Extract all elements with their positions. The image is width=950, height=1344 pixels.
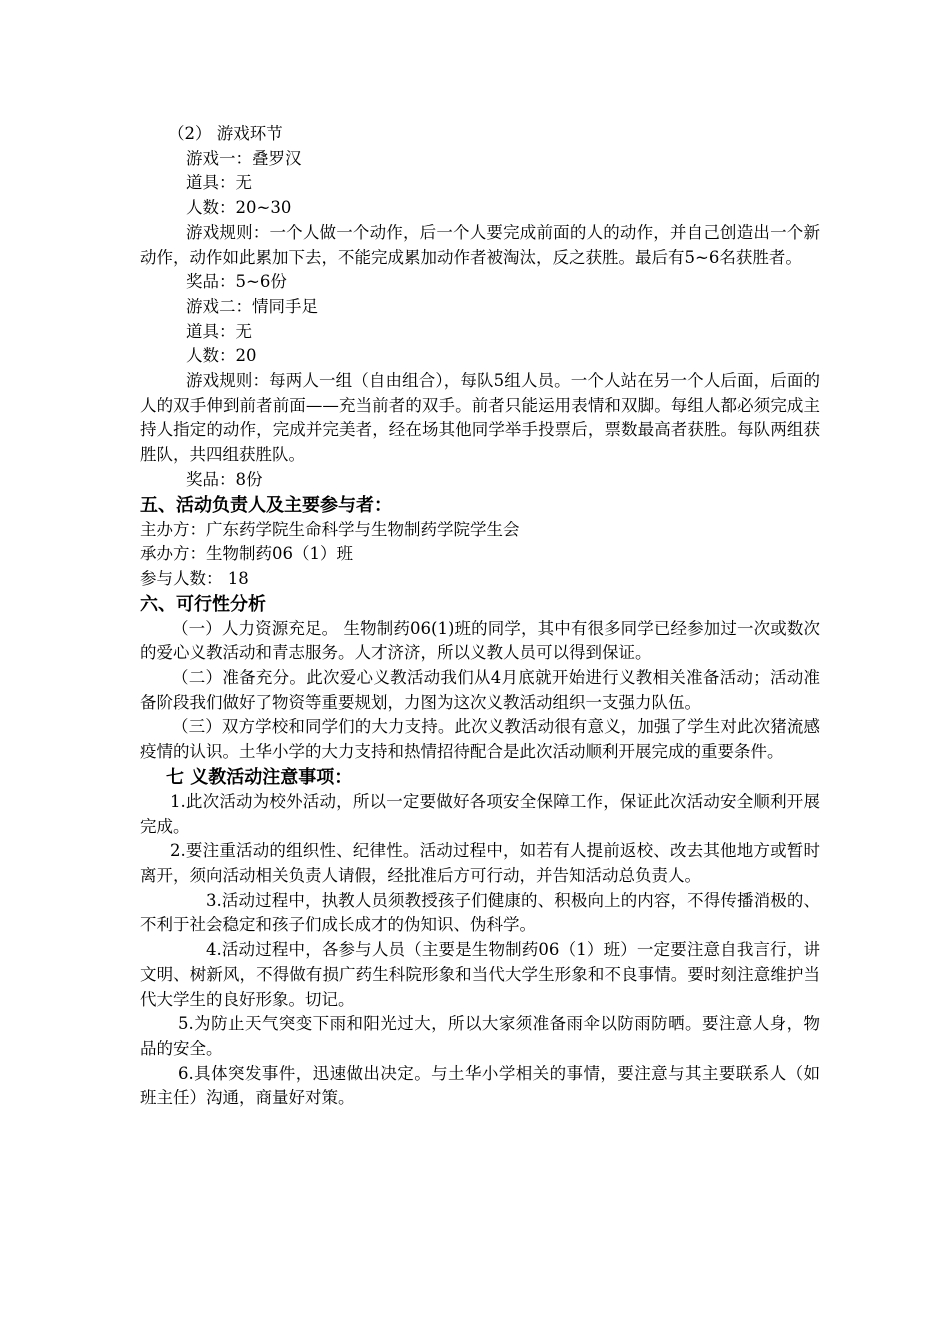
feasibility-paragraph-1: （一）人力资源充足。 生物制药06(1)班的同学，其中有很多同学已经参加过一次或数次的爱心义教活动和青志服务。人才济济，所以义教人员可以得到保证。 [140,618,820,663]
document-page [140,122,820,1111]
note-1: 1.此次活动为校外活动，所以一定要做好各项安全保障工作，保证此次活动安全顺利开展完成。 [140,791,820,836]
note-5: 5.为防止天气突变下雨和阳光过大，所以大家须准备雨伞以防雨防晒。要注意人身，物品的安全。 [140,1014,820,1058]
note-2: 2.要注重活动的组织性、纪律性。活动过程中，如若有人提前返校、改去其他地方或暂时离开，须向活动相关负责人请假，经批准后方可行动，并告知活动总负责人。 [140,841,820,885]
section7-heading: 七 义教活动注意事项： [166,766,353,788]
organizer-line: 承办方：生物制药06（1）班 [140,544,353,564]
note-6: 6.具体突发事件，迅速做出决定。与土华小学相关的事情，要注意与其主要联系人（如班主任）沟通，商量好对策。 [140,1063,820,1108]
section6-heading: 六、可行性分析 [140,593,266,615]
game1-prize: 奖品：5~6份 [186,272,287,292]
game1-people: 人数：20~30 [186,198,292,218]
participants-line: 参与人数： 18 [140,568,249,588]
game2-props: 道具：无 [186,321,252,341]
game2-rules: 游戏规则：每两人一组（自由组合），每队5组人员。一个人站在另一个人后面，后面的人的双手伸到前者前面——充当前者的双手。前者只能运用表情和双脚。每组人都必须完成主持人指定的动作，完成并完美者，经在场其他同学举手投票后，票数最高者获胜。每队两组获胜队，共四组获胜队。 [140,371,820,465]
feasibility-paragraph-3: （三）双方学校和同学们的大力支持。此次义教活动很有意义，加强了学生对此次猪流感疫情的认识。土华小学的大力支持和热情招待配合是此次活动顺利开展完成的重要条件。 [140,717,820,762]
note-3: 3.活动过程中，执教人员须教授孩子们健康的、积极向上的内容，不得传播消极的、不利于社会稳定和孩子们成长成才的伪知识、伪科学。 [140,890,820,935]
note-4: 4.活动过程中，各参与人员（主要是生物制药06（1）班）一定要注意自我言行，讲文明、树新风，不得做有损广药生科院形象和当代大学生形象和不良事情。要时刻注意维护当代大学生的良好形象。切记。 [140,940,820,1009]
game2-title: 游戏二：情同手足 [186,296,318,316]
game2-people: 人数：20 [186,346,257,366]
game1-props: 道具：无 [186,173,252,193]
game1-title: 游戏一：叠罗汉 [186,148,302,168]
host-line: 主办方：广东药学院生命科学与生物制药学院学生会 [140,519,520,539]
game-section-title: （2） 游戏环节 [168,124,283,143]
game2-prize: 奖品：8份 [186,469,263,489]
section5-heading: 五、活动负责人及主要参与者： [140,494,392,516]
feasibility-paragraph-2: （二）准备充分。此次爱心义教活动我们从4月底就开始进行义教相关准备活动；活动准备阶段我们做好了物资等重要规划，力图为这次义教活动组织一支强力队伍。 [140,668,820,712]
game1-rules: 游戏规则：一个人做一个动作，后一个人要完成前面的人的动作，并自己创造出一个新动作，动作如此累加下去，不能完成累加动作者被淘汰，反之获胜。最后有5~6名获胜者。 [140,222,820,267]
